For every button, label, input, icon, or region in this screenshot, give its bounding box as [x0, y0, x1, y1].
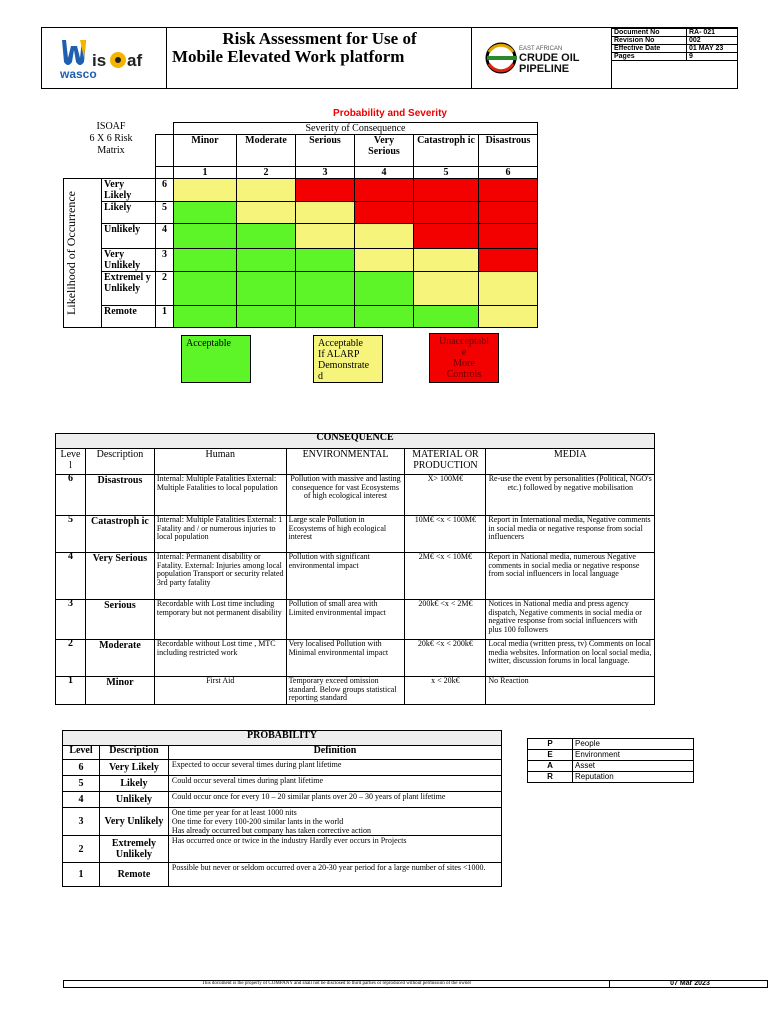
matrix-cell — [174, 249, 237, 272]
col-header-human: Human — [154, 449, 286, 475]
severity-header: Severity of Consequence — [174, 123, 538, 135]
probability-table — [62, 730, 502, 887]
isoaf-matrix-label: ISOAF 6 X 6 Risk Matrix — [89, 121, 133, 156]
matrix-cell — [479, 272, 538, 306]
svg-text:CRUDE OIL: CRUDE OIL — [519, 52, 580, 64]
svg-text:wasco: wasco — [60, 67, 97, 81]
probability-description: Very Likely — [99, 760, 168, 776]
matrix-row — [64, 202, 538, 224]
matrix-cell — [296, 202, 355, 224]
consequence-environmental: Very localised Pollution with Minimal environmental impact — [286, 640, 405, 677]
col-header-definition: Definition — [168, 746, 501, 760]
consequence-human: Internal: Multiple Fatalities External: 1 Fatality and / or numerous injuries to local population — [154, 516, 286, 553]
probability-body — [63, 760, 502, 887]
matrix-cell — [355, 179, 414, 202]
severity-col: Moderate — [237, 135, 296, 167]
probability-definition: Could occur several times during plant lifetime — [168, 776, 501, 792]
matrix-cell — [296, 224, 355, 249]
severity-num: 6 — [479, 167, 538, 179]
probability-definition: Expected to occur several times during plant lifetime — [168, 760, 501, 776]
matrix-cell — [296, 272, 355, 306]
matrix-cell — [414, 224, 479, 249]
consequence-description: Disastrous — [85, 475, 154, 516]
likelihood-num: 5 — [156, 202, 174, 224]
consequence-description: Catastroph ic — [85, 516, 154, 553]
matrix-cell — [237, 306, 296, 328]
probability-level: 5 — [63, 776, 100, 792]
pear-legend-body — [528, 739, 694, 783]
logo-cell — [42, 28, 167, 88]
pear-key: R — [528, 772, 573, 783]
likelihood-label: Extremel y Unlikely — [102, 272, 156, 306]
probability-severity-title: Probability and Severity — [333, 108, 447, 119]
probability-level: 4 — [63, 792, 100, 808]
legend-alarp: Acceptable If ALARP Demonstrate d — [313, 335, 383, 383]
consequence-description: Minor — [85, 677, 154, 705]
pear-value: Asset — [573, 761, 694, 772]
pear-value: People — [573, 739, 694, 750]
matrix-cell — [479, 179, 538, 202]
eacop-logo-cell — [471, 28, 612, 88]
consequence-row — [56, 516, 655, 553]
pear-value: Environment — [573, 750, 694, 761]
matrix-cell — [355, 224, 414, 249]
matrix-cell — [414, 249, 479, 272]
probability-row — [63, 836, 502, 863]
consequence-environmental: Pollution with massive and lasting consequence for vast Ecosystems of high ecological interest — [286, 475, 405, 516]
matrix-cell — [296, 179, 355, 202]
eacop-logo — [471, 28, 611, 88]
consequence-media: Report in International media, Negative comments in social media or negative response from social influencers — [486, 516, 655, 553]
probability-row — [63, 863, 502, 887]
matrix-cell — [479, 306, 538, 328]
likelihood-label: Unlikely — [102, 224, 156, 249]
matrix-cell — [479, 249, 538, 272]
matrix-cell — [355, 202, 414, 224]
consequence-material: 10M€ <x < 100M€ — [405, 516, 486, 553]
matrix-cell — [174, 306, 237, 328]
consequence-human: Internal: Multiple Fatalities External: Multiple Fatalities to local population — [154, 475, 286, 516]
likelihood-label: Very Likely — [102, 179, 156, 202]
matrix-cell — [479, 224, 538, 249]
consequence-level: 3 — [56, 600, 86, 640]
document-footer — [63, 980, 768, 988]
severity-num: 4 — [355, 167, 414, 179]
consequence-material: 20k€ <x < 200k€ — [405, 640, 486, 677]
consequence-material: 2M€ <x < 10M€ — [405, 553, 486, 600]
legend-unacceptable: Unacceptabl e More Controls — [429, 333, 499, 383]
consequence-title: CONSEQUENCE — [56, 434, 655, 449]
consequence-level: 2 — [56, 640, 86, 677]
probability-definition — [168, 808, 501, 836]
matrix-row — [64, 272, 538, 306]
col-header-media: MEDIA — [486, 449, 655, 475]
consequence-row — [56, 475, 655, 516]
matrix-row — [64, 224, 538, 249]
footer-disclaimer: This document is the property of COMPANY and shall not be disclosed to third parties or reproduced without permission of the owner — [201, 981, 472, 986]
doc-row-effective-date: Effective Date 01 MAY 23 — [612, 45, 738, 53]
matrix-cell — [296, 306, 355, 328]
matrix-row — [64, 179, 538, 202]
consequence-media: Local media (written press, tv) Comments on local media websites. Information on local social media, twitter, discussion forums in local language. — [486, 640, 655, 677]
matrix-cell — [174, 202, 237, 224]
consequence-level: 4 — [56, 553, 86, 600]
probability-description: Very Unlikely — [99, 808, 168, 836]
matrix-cell — [414, 179, 479, 202]
svg-text:is: is — [92, 51, 107, 70]
probability-row — [63, 776, 502, 792]
matrix-cell — [414, 272, 479, 306]
svg-text:af: af — [127, 51, 143, 70]
consequence-human: Internal: Permanent disability or Fatality. External: Injuries among local population Transport or security related 3rd party fatality — [154, 553, 286, 600]
matrix-row — [64, 249, 538, 272]
matrix-cell — [237, 202, 296, 224]
pear-row — [528, 750, 694, 761]
matrix-cell — [237, 272, 296, 306]
pear-key: A — [528, 761, 573, 772]
probability-row — [63, 808, 502, 836]
consequence-human: Recordable with Lost time including temporary but not permanent disability — [154, 600, 286, 640]
doc-row-number: Document No RA- 021 — [612, 29, 738, 37]
consequence-media: Report in National media, numerous Negative comments in social media or negative response from social influencers in local language — [486, 553, 655, 600]
consequence-environmental: Large scale Pollution in Ecosystems of high ecological interest — [286, 516, 405, 553]
matrix-cell — [237, 224, 296, 249]
consequence-environmental: Pollution with significant environmental impact — [286, 553, 405, 600]
likelihood-label: Likely — [102, 202, 156, 224]
severity-num: 1 — [174, 167, 237, 179]
likelihood-label: Likelihood of Occurrence — [64, 191, 78, 315]
consequence-media: Re-use the event by personalities (Political, NGO's etc.) followed by negative mobilisation — [486, 475, 655, 516]
consequence-environmental: Pollution of small area with Limited environmental impact — [286, 600, 405, 640]
pear-row — [528, 761, 694, 772]
matrix-cell — [237, 249, 296, 272]
likelihood-num: 1 — [156, 306, 174, 328]
consequence-material: X> 100M€ — [405, 475, 486, 516]
matrix-cell — [479, 202, 538, 224]
consequence-row — [56, 600, 655, 640]
matrix-cell — [414, 306, 479, 328]
risk-matrix-body — [64, 179, 538, 328]
col-header-description: Description — [85, 449, 154, 475]
severity-col: Very Serious — [355, 135, 414, 167]
consequence-table — [55, 433, 655, 705]
likelihood-header — [64, 179, 102, 328]
consequence-media: No Reaction — [486, 677, 655, 705]
probability-level: 3 — [63, 808, 100, 836]
col-header-level: Leve l — [56, 449, 86, 475]
probability-definition-line: One time per year for at least 1000 nits — [171, 808, 297, 817]
consequence-body — [56, 475, 655, 705]
probability-row — [63, 792, 502, 808]
severity-num: 2 — [237, 167, 296, 179]
severity-col: Catastroph ic — [414, 135, 479, 167]
severity-col: Serious — [296, 135, 355, 167]
consequence-row — [56, 553, 655, 600]
col-header-material: MATERIAL OR PRODUCTION — [405, 449, 486, 475]
consequence-environmental: Temporary exceed omission standard. Below groups statistical reporting standard — [286, 677, 405, 705]
consequence-row — [56, 677, 655, 705]
consequence-description: Very Serious — [85, 553, 154, 600]
consequence-description: Moderate — [85, 640, 154, 677]
probability-title: PROBABILITY — [63, 731, 502, 746]
pear-key: E — [528, 750, 573, 761]
probability-description: Remote — [99, 863, 168, 887]
probability-level: 1 — [63, 863, 100, 887]
likelihood-num: 4 — [156, 224, 174, 249]
probability-level: 2 — [63, 836, 100, 863]
title-cell — [166, 28, 472, 88]
footer-date: 07 Mar 2023 — [609, 980, 768, 988]
likelihood-num: 6 — [156, 179, 174, 202]
pear-row — [528, 772, 694, 783]
likelihood-num: 3 — [156, 249, 174, 272]
consequence-material: x < 20k€ — [405, 677, 486, 705]
consequence-human: First Aid — [154, 677, 286, 705]
probability-description: Unlikely — [99, 792, 168, 808]
consequence-media: Notices in National media and press agency dispatch, Negative comments in social media or negative response from social influencers with plus 100 followers — [486, 600, 655, 640]
likelihood-label: Very Unlikely — [102, 249, 156, 272]
document-title-line2: Mobile Elevated Work platform — [172, 47, 405, 66]
document-info-table — [611, 28, 738, 61]
probability-description: Likely — [99, 776, 168, 792]
matrix-cell — [174, 179, 237, 202]
col-header-description: Description — [99, 746, 168, 760]
consequence-level: 6 — [56, 475, 86, 516]
legend-acceptable: Acceptable — [181, 335, 251, 383]
matrix-cell — [174, 272, 237, 306]
consequence-material: 200k€ <x < 2M€ — [405, 600, 486, 640]
probability-definition: Could occur once for every 10 – 20 similar plants over 20 – 30 years of plant lifetime — [168, 792, 501, 808]
severity-num: 5 — [414, 167, 479, 179]
matrix-cell — [414, 202, 479, 224]
pear-legend — [527, 738, 694, 783]
pear-key: P — [528, 739, 573, 750]
probability-description: Extremely Unlikely — [99, 836, 168, 863]
pear-row — [528, 739, 694, 750]
document-info — [611, 28, 738, 88]
svg-text:PIPELINE: PIPELINE — [519, 63, 570, 75]
probability-definition-line: Has already occurred but company has taken corrective action — [171, 826, 371, 835]
matrix-cell — [355, 249, 414, 272]
matrix-row — [64, 306, 538, 328]
risk-matrix — [63, 122, 538, 328]
severity-col: Disastrous — [479, 135, 538, 167]
consequence-level: 1 — [56, 677, 86, 705]
svg-text:EAST AFRICAN: EAST AFRICAN — [519, 46, 563, 52]
consequence-human: Recordable without Lost time , MTC including restricted work — [154, 640, 286, 677]
col-header-environmental: ENVIRONMENTAL — [286, 449, 405, 475]
matrix-cell — [174, 224, 237, 249]
severity-num: 3 — [296, 167, 355, 179]
matrix-cell — [237, 179, 296, 202]
matrix-cell — [296, 249, 355, 272]
document-header — [41, 27, 738, 89]
matrix-cell — [355, 306, 414, 328]
probability-level: 6 — [63, 760, 100, 776]
probability-definition: Has occurred once or twice in the industry Hardly ever occurs in Projects — [168, 836, 501, 863]
likelihood-num: 2 — [156, 272, 174, 306]
document-title-line1: Risk Assessment for Use of — [222, 29, 417, 48]
likelihood-label: Remote — [102, 306, 156, 328]
col-header-level: Level — [63, 746, 100, 760]
pear-value: Reputation — [573, 772, 694, 783]
wasco-isoaf-logo — [42, 28, 166, 88]
consequence-level: 5 — [56, 516, 86, 553]
consequence-description: Serious — [85, 600, 154, 640]
matrix-cell — [355, 272, 414, 306]
consequence-row — [56, 640, 655, 677]
probability-definition-line: One time for every 100-200 similar lants in the world — [171, 817, 344, 826]
doc-row-revision: Revision No 002 — [612, 37, 738, 45]
probability-definition: Possible but never or seldom occurred over a 20-30 year period for a large number of sites <1000. — [168, 863, 501, 887]
probability-row — [63, 760, 502, 776]
severity-col: Minor — [174, 135, 237, 167]
doc-row-pages: Pages 9 — [612, 53, 738, 61]
